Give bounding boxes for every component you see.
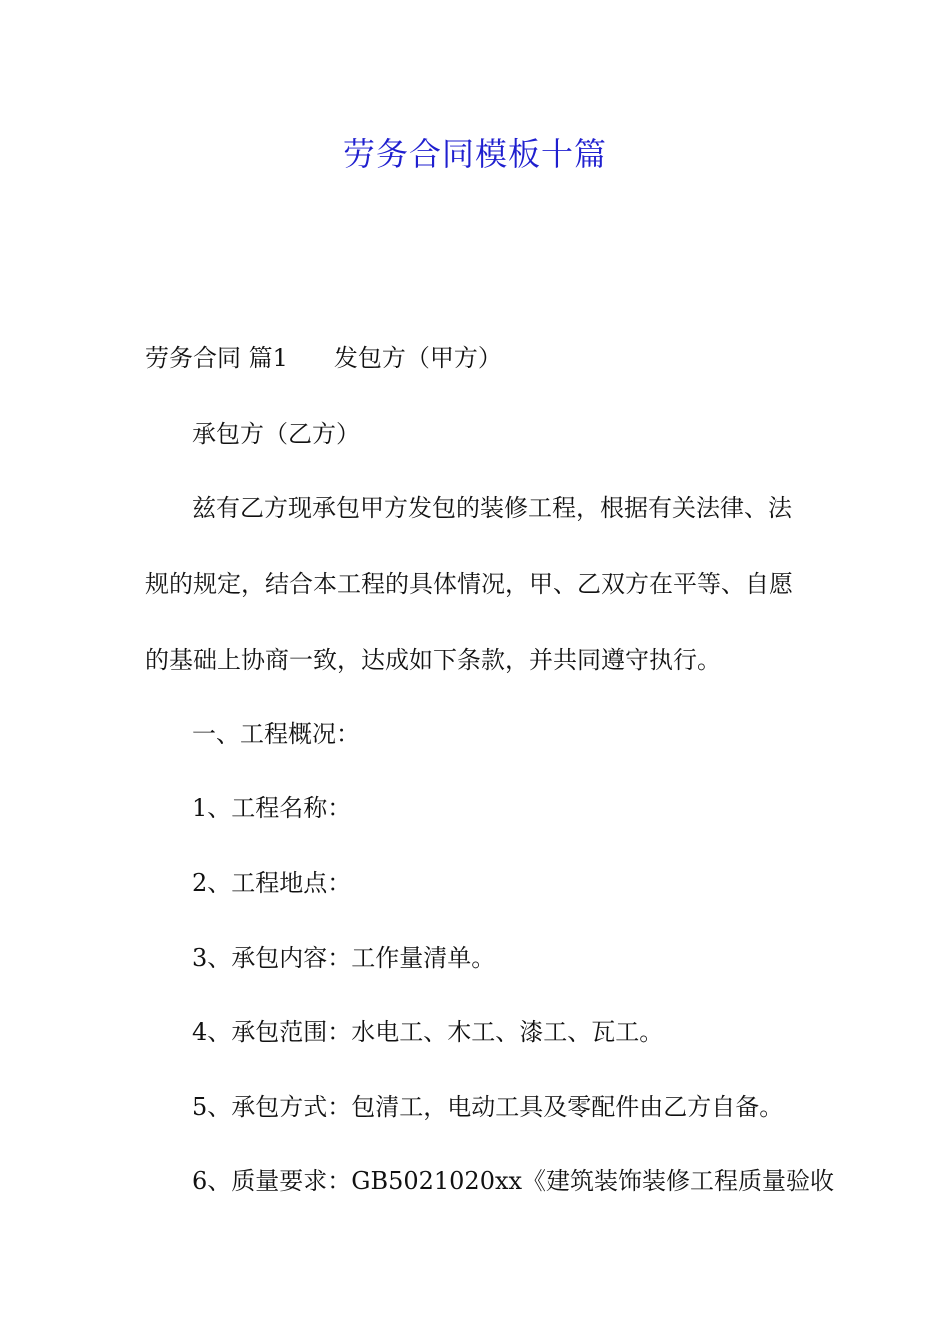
list-item: 5、承包方式：包清工，电动工具及零配件由乙方自备。 <box>192 1093 784 1121</box>
intro-line-2: 规的规定，结合本工程的具体情况，甲、乙双方在平等、自愿 <box>145 570 793 598</box>
list-item: 4、承包范围：水电工、木工、漆工、瓦工。 <box>192 1018 664 1046</box>
list-item: 3、承包内容：工作量清单。 <box>192 944 496 972</box>
contract-heading-label: 劳务合同 篇1 <box>145 344 288 372</box>
party-a-label: 发包方（甲方） <box>333 344 502 372</box>
party-b-label: 承包方（乙方） <box>192 420 360 448</box>
list-item: 1、工程名称： <box>192 794 352 822</box>
document-title: 劳务合同模板十篇 <box>342 135 607 173</box>
intro-line-3: 的基础上协商一致，达成如下条款，并共同遵守执行。 <box>145 646 721 674</box>
list-item: 2、工程地点： <box>192 869 352 897</box>
contract-heading-line <box>145 340 810 376</box>
intro-line-1: 兹有乙方现承包甲方发包的装修工程，根据有关法律、法 <box>192 494 792 522</box>
section-heading-project-overview: 一、工程概况： <box>192 720 360 748</box>
list-item: 6、质量要求：GB5021020xx《建筑装饰装修工程质量验收 <box>192 1167 835 1195</box>
